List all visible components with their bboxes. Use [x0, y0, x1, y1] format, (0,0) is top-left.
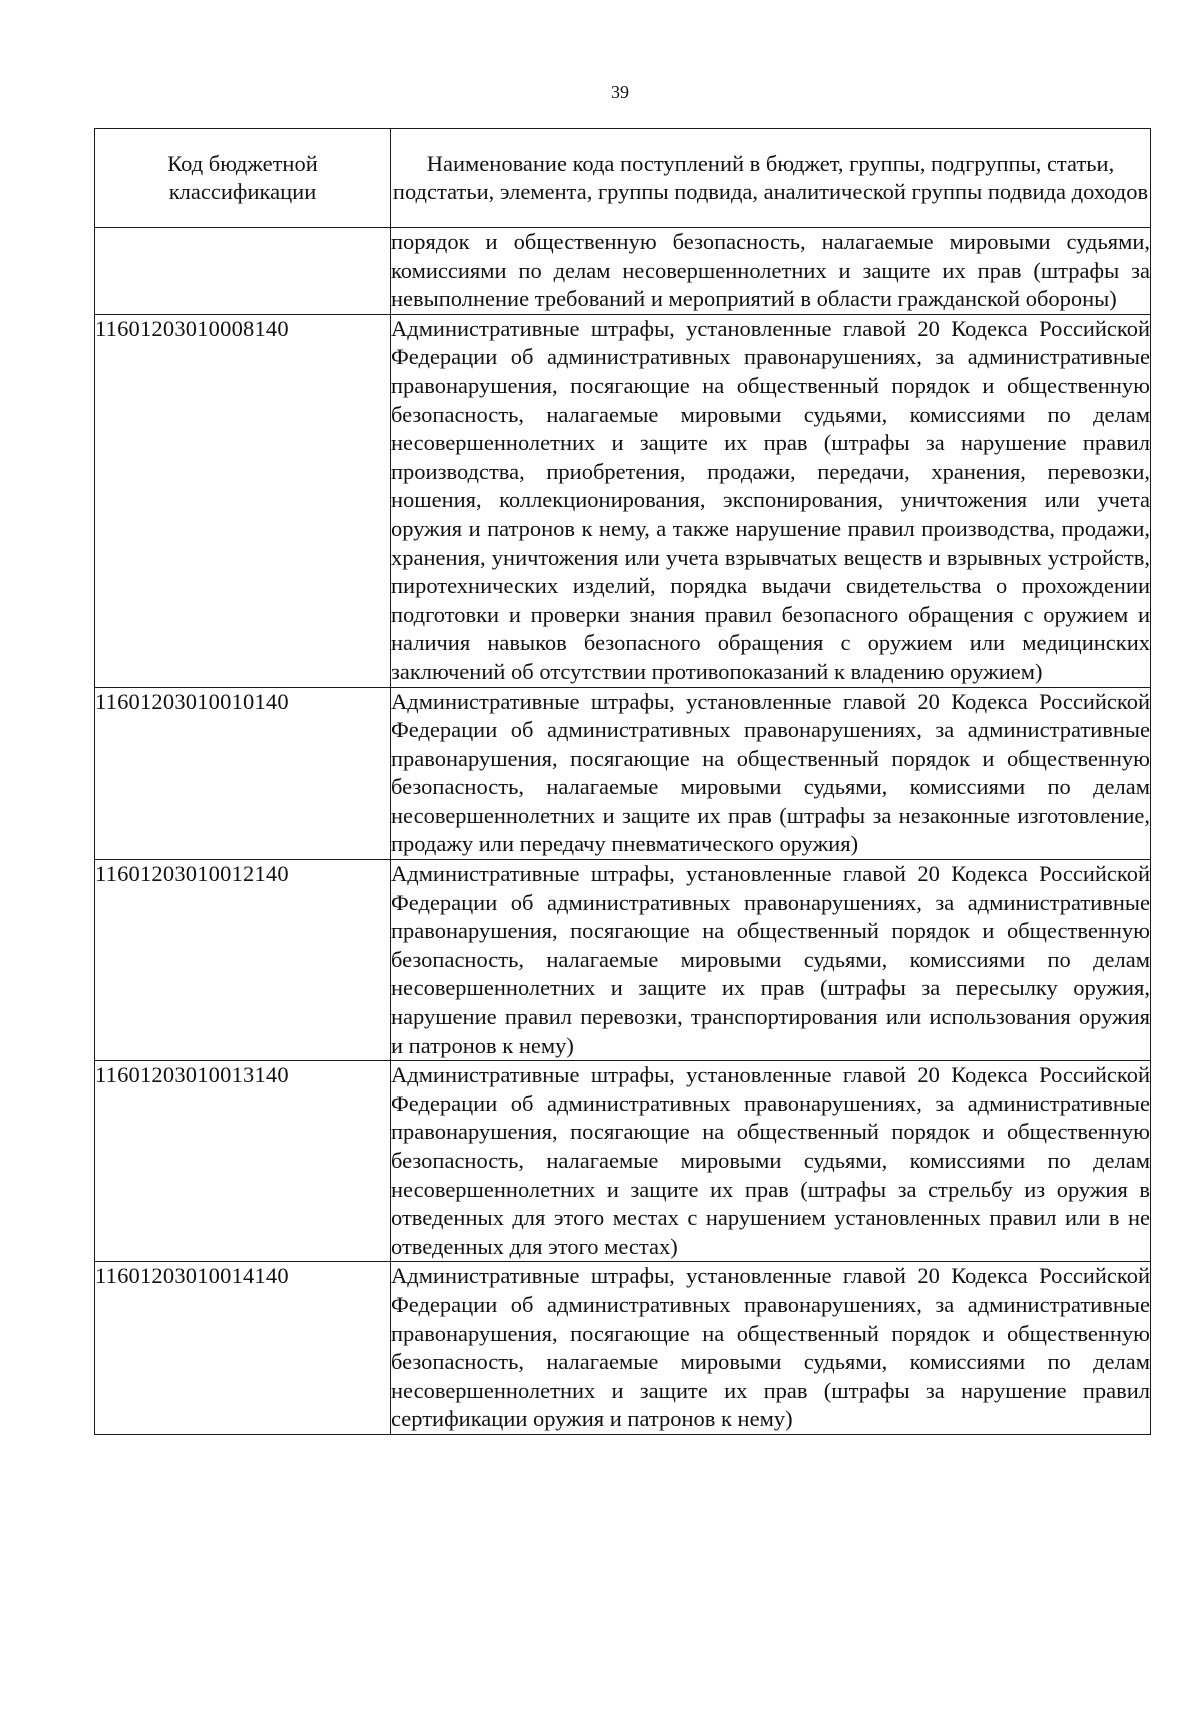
row-code: 11601203010013140 — [95, 1061, 391, 1262]
page-number: 39 — [611, 82, 629, 102]
row-code: 11601203010014140 — [95, 1262, 391, 1435]
row-code — [95, 228, 391, 315]
row-name: Административные штрафы, установленные главой 20 Кодекса Российской Федерации об административных правонарушениях, за административные правонарушения, посягающие на общественный порядок и общественную безопасность, налагаемые мировыми судьями, комиссиями по делам несовершеннолетних и защите их прав (штрафы за нарушение правил сертификации оружия и патронов к нему) — [391, 1262, 1151, 1435]
row-name: Административные штрафы, установленные главой 20 Кодекса Российской Федерации об административных правонарушениях, за административные правонарушения, посягающие на общественный порядок и общественную безопасность, налагаемые мировыми судьями, комиссиями по делам несовершеннолетних и защите их прав (штрафы за незаконные изготовление, продажу или передачу пневматического оружия) — [391, 687, 1151, 860]
table-row — [95, 1061, 1151, 1262]
header-budget-code: Код бюджетной классификации — [95, 129, 391, 228]
row-code: 11601203010012140 — [95, 860, 391, 1061]
row-name: Административные штрафы, установленные главой 20 Кодекса Российской Федерации об административных правонарушениях, за административные правонарушения, посягающие на общественный порядок и общественную безопасность, налагаемые мировыми судьями, комиссиями по делам несовершеннолетних и защите их прав (штрафы за пересылку оружия, нарушение правил перевозки, транспортирования или использования оружия и патронов к нему) — [391, 860, 1151, 1061]
table-row — [95, 314, 1151, 687]
table-row — [95, 860, 1151, 1061]
row-code: 11601203010008140 — [95, 314, 391, 687]
table-row — [95, 228, 1151, 315]
table-row — [95, 687, 1151, 860]
table-header-row — [95, 129, 1151, 228]
row-name: порядок и общественную безопасность, налагаемые мировыми судьями, комиссиями по делам несовершеннолетних и защите их прав (штрафы за невыполнение требований и мероприятий в области гражданской обороны) — [391, 228, 1151, 315]
budget-classification-table — [94, 128, 1151, 1435]
row-code: 11601203010010140 — [95, 687, 391, 860]
row-name: Административные штрафы, установленные главой 20 Кодекса Российской Федерации об административных правонарушениях, за административные правонарушения, посягающие на общественный порядок и общественную безопасность, налагаемые мировыми судьями, комиссиями по делам несовершеннолетних и защите их прав (штрафы за стрельбу из оружия в отведенных для этого местах с нарушением установленных правил или в не отведенных для этого местах) — [391, 1061, 1151, 1262]
table-row — [95, 1262, 1151, 1435]
row-name: Административные штрафы, установленные главой 20 Кодекса Российской Федерации об административных правонарушениях, за административные правонарушения, посягающие на общественный порядок и общественную безопасность, налагаемые мировыми судьями, комиссиями по делам несовершеннолетних и защите их прав (штрафы за нарушение правил производства, приобретения, продажи, передачи, хранения, перевозки, ношения, коллекционирования, экспонирования, уничтожения или учета оружия и патронов к нему, а также нарушение правил производства, продажи, хранения, уничтожения или учета взрывчатых веществ и взрывных устройств, пиротехнических изделий, порядка выдачи свидетельства о прохождении подготовки и проверки знания правил безопасного обращения с оружием и наличия навыков безопасного обращения с оружием или медицинских заключений об отсутствии противопоказаний к владению оружием) — [391, 314, 1151, 687]
header-revenue-name: Наименование кода поступлений в бюджет, группы, подгруппы, статьи, подстатьи, элемента, группы подвида, аналитической группы подвида доходов — [391, 129, 1151, 228]
